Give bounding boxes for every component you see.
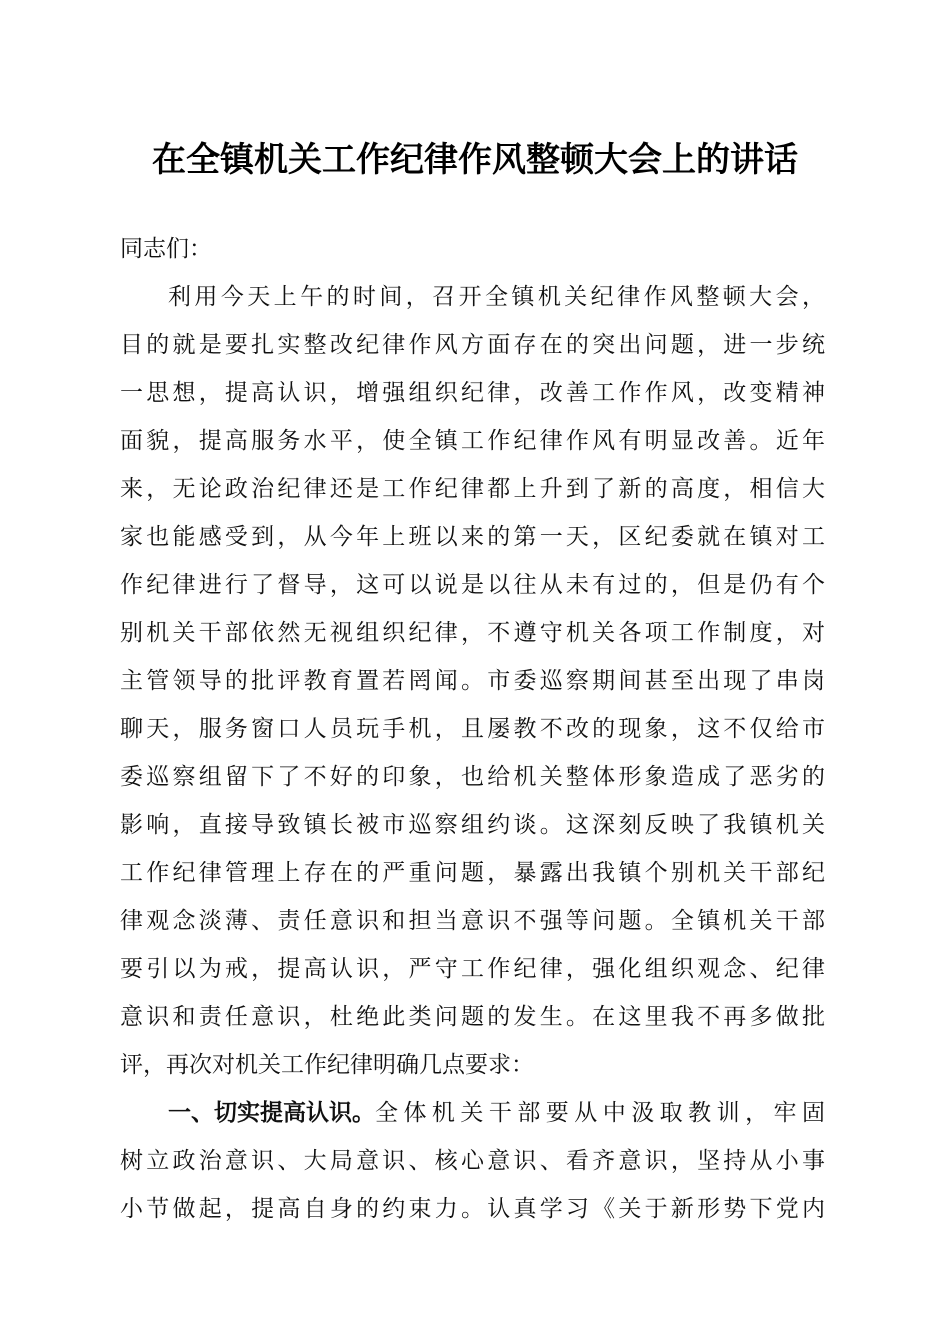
paragraph-line: 来，无论政治纪律还是工作纪律都上升到了新的高度，相信大 xyxy=(120,476,825,502)
salutation: 同志们： xyxy=(120,236,212,262)
paragraph-line: 工作纪律管理上存在的严重问题，暴露出我镇个别机关干部纪 xyxy=(120,860,825,886)
paragraph-line: 树立政治意识、大局意识、核心意识、看齐意识，坚持从小事 xyxy=(120,1148,825,1174)
document-title: 在全镇机关工作纪律作风整顿大会上的讲话 xyxy=(152,140,798,180)
paragraph-line: 目的就是要扎实整改纪律作风方面存在的突出问题，进一步统 xyxy=(120,332,825,358)
paragraph-line: 小节做起，提高自身的约束力。认真学习《关于新形势下党内 xyxy=(120,1196,825,1222)
paragraph-line: 聊天，服务窗口人员玩手机，且屡教不改的现象，这不仅给市 xyxy=(120,716,825,742)
paragraph-line: 要引以为戒，提高认识，严守工作纪律，强化组织观念、纪律 xyxy=(120,956,825,982)
paragraph-line: 家也能感受到，从今年上班以来的第一天，区纪委就在镇对工 xyxy=(120,524,825,550)
paragraph-line: 一思想，提高认识，增强组织纪律，改善工作作风，改变精神 xyxy=(120,380,825,406)
paragraph-line: 影响，直接导致镇长被市巡察组约谈。这深刻反映了我镇机关 xyxy=(120,812,825,838)
paragraph-line: 利用今天上午的时间，召开全镇机关纪律作风整顿大会， xyxy=(168,284,825,310)
paragraph-line: 别机关干部依然无视组织纪律，不遵守机关各项工作制度，对 xyxy=(120,620,825,646)
paragraph-line: 意识和责任意识，杜绝此类问题的发生。在这里我不再多做批 xyxy=(120,1004,825,1030)
paragraph-line: 委巡察组留下了不好的印象，也给机关整体形象造成了恶劣的 xyxy=(120,764,825,790)
section-heading-line xyxy=(168,1090,825,1136)
paragraph-line: 评，再次对机关工作纪律明确几点要求： xyxy=(120,1052,534,1078)
paragraph-line: 主管领导的批评教育置若罔闻。市委巡察期间甚至出现了串岗 xyxy=(120,668,825,694)
paragraph-line: 律观念淡薄、责任意识和担当意识不强等问题。全镇机关干部 xyxy=(120,908,825,934)
paragraph-line: 作纪律进行了督导，这可以说是以往从未有过的，但是仍有个 xyxy=(120,572,825,598)
section-heading: 一、切实提高认识。 xyxy=(168,1099,375,1126)
paragraph-line: 面貌，提高服务水平，使全镇工作纪律作风有明显改善。近年 xyxy=(120,428,825,454)
section-text: 全体机关干部要从中汲取教训，牢固 xyxy=(375,1100,825,1126)
